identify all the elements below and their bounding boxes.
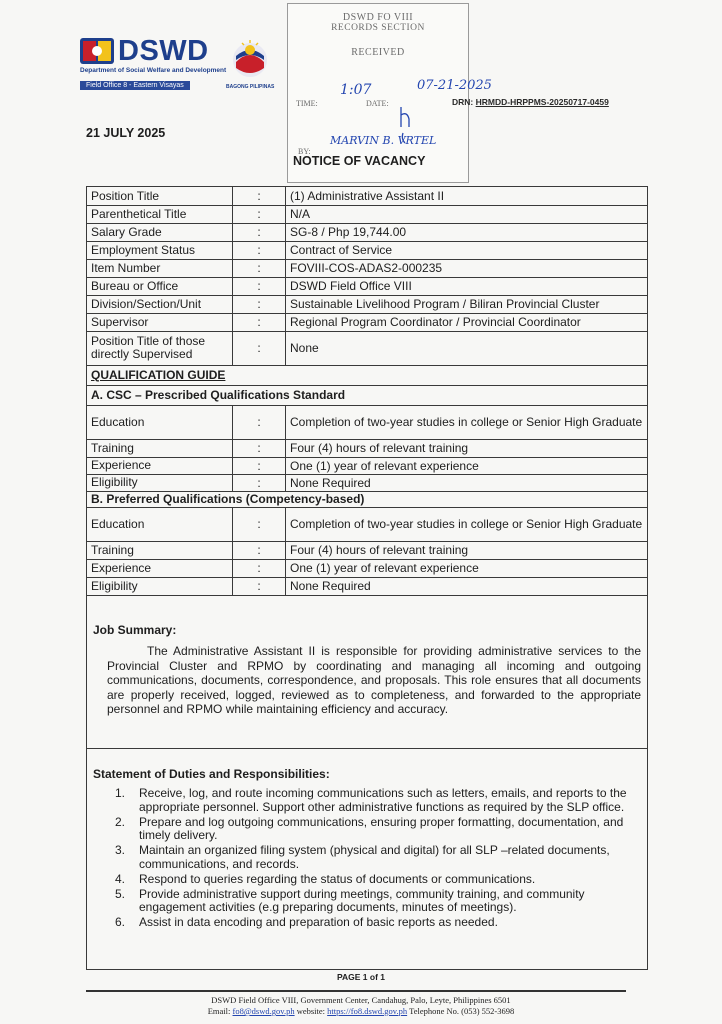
row-value: FOVIII-COS-ADAS2-000235 [290, 261, 443, 275]
row-colon: : [232, 405, 286, 439]
dswd-emblem-icon [80, 38, 114, 64]
row-value: One (1) year of relevant experience [290, 458, 479, 473]
row-label: Position Title [91, 188, 160, 203]
item-text: Respond to queries regarding the status of documents or communications. [139, 871, 536, 886]
list-item [115, 916, 645, 930]
table-row [87, 331, 647, 366]
table-row [87, 241, 647, 260]
list-item [115, 844, 645, 871]
row-colon: : [232, 331, 286, 365]
row-colon: : [232, 577, 286, 595]
website-label: website: [296, 1006, 326, 1016]
row-colon: : [232, 313, 286, 331]
row-value: Completion of two-year studies in college or Senior High Graduate [290, 517, 643, 531]
row-colon: : [232, 259, 286, 277]
item-text: Assist in data encoding and preparation of basic reports as needed. [139, 915, 498, 929]
row-label: Parenthetical Title [91, 206, 187, 221]
item-number: 1. [115, 786, 126, 800]
table-row [87, 223, 647, 242]
bagong-pilipinas-logo [226, 38, 274, 90]
qualification-guide-header [87, 365, 647, 386]
row-value: (1) Administrative Assistant II [290, 189, 445, 203]
department-name: Department of Social Welfare and Development [80, 67, 227, 74]
job-summary-title: Job Summary: [93, 623, 177, 637]
row-label: Education [91, 516, 145, 531]
row-label: Experience [91, 458, 152, 472]
row-colon: : [232, 559, 286, 577]
row-value: SG-8 / Php 19,744.00 [290, 225, 407, 239]
table-row [87, 405, 647, 440]
item-text: Provide administrative support during meetings, community training, and community engagement activities (e.g preparing documents, minutes of meetings). [139, 886, 585, 914]
vacancy-table [86, 186, 648, 970]
row-colon: : [232, 187, 286, 205]
handwritten-signature-name: MARVIN B. VRTEL [330, 134, 437, 147]
footer-address: DSWD Field Office VIII, Government Center, Candahug, Palo, Leyte, Philippines 6501 [211, 995, 511, 1005]
row-label: Position Title of those directly Supervised [91, 334, 206, 361]
website-link[interactable]: https://fo8.dswd.gov.ph [327, 1006, 408, 1016]
row-label: Item Number [91, 260, 161, 275]
bagong-pilipinas-caption: BAGONG PILIPINAS [226, 84, 275, 90]
table-row [87, 205, 647, 224]
row-colon: : [232, 241, 286, 259]
stamp-time-label: TIME: [296, 99, 318, 108]
qualification-guide-title: QUALIFICATION GUIDE [91, 368, 226, 382]
item-number: 4. [115, 871, 126, 886]
telephone: Telephone No. (053) 552-3698 [409, 1006, 515, 1016]
stamp-by-label: BY: [298, 147, 311, 156]
table-row [87, 457, 647, 475]
csc-section-header [87, 385, 647, 406]
row-colon: : [232, 277, 286, 295]
item-number: 5. [115, 886, 126, 901]
handwritten-date: 07-21-2025 [417, 78, 492, 93]
table-row [87, 295, 647, 314]
table-row [87, 507, 647, 542]
row-value: One (1) year of relevant experience [290, 561, 479, 575]
list-item [115, 888, 645, 915]
row-label: Experience [91, 560, 152, 575]
row-value: Four (4) hours of relevant training [290, 441, 469, 455]
row-label: Bureau or Office [91, 278, 179, 293]
row-label: Training [91, 542, 134, 557]
list-item [115, 787, 645, 814]
item-number: 6. [115, 915, 126, 929]
job-summary-text: The Administrative Assistant II is responsible for providing administrative services to the Provincial Cluster and RPMO by coordinating and managing all incoming and outgoing communications, documents, correspondence, and proposals. This role ensures that all documents are properly received, logged, reviewed as to completeness, and forwarded to the appropriate personnel and RPMO while maintaining efficiency and accuracy. [107, 644, 641, 717]
row-value: Sustainable Livelihood Program / Biliran Provincial Cluster [290, 297, 600, 311]
table-row [87, 439, 647, 458]
csc-section-title: A. CSC – Prescribed Qualifications Standard [91, 388, 346, 402]
row-label: Salary Grade [91, 224, 162, 239]
item-text: Maintain an organized filing system (physical and digital) for all SLP –related documents, communications, and records. [139, 843, 610, 871]
email-link[interactable]: fo8@dswd.gov.ph [232, 1006, 295, 1016]
row-colon: : [232, 507, 286, 541]
stamp-office: DSWD FO VIII [342, 12, 414, 23]
handwritten-time: 1:07 [340, 82, 372, 98]
preferred-section-header [87, 491, 647, 508]
stamp-date-label: DATE: [366, 99, 389, 108]
bagong-pilipinas-emblem-icon [228, 38, 272, 78]
field-office-badge: Field Office 8 - Eastern Visayas [80, 81, 190, 90]
row-value: None [290, 341, 319, 355]
page-number: PAGE 1 of 1 [336, 972, 386, 982]
table-row [87, 277, 647, 296]
row-label: Eligibility [91, 475, 138, 489]
document-reference-number [452, 97, 609, 107]
row-value: Four (4) hours of relevant training [290, 543, 469, 557]
table-row [87, 187, 647, 206]
row-value: Completion of two-year studies in college or Senior High Graduate [290, 415, 643, 429]
footer-divider [86, 990, 626, 992]
row-label: Training [91, 440, 134, 455]
row-colon: : [232, 457, 286, 474]
page-title: NOTICE OF VACANCY [293, 154, 426, 168]
item-number: 3. [115, 843, 126, 857]
section-divider [87, 748, 647, 749]
row-label: Employment Status [91, 242, 196, 257]
list-item [115, 873, 645, 887]
row-colon: : [232, 223, 286, 241]
row-label: Eligibility [91, 578, 138, 593]
preferred-section-title: B. Preferred Qualifications (Competency-based) [91, 492, 365, 506]
item-text: Prepare and log outgoing communications, ensuring proper formatting, documentation, and timely delivery. [139, 814, 624, 842]
table-row [87, 474, 647, 492]
table-row [87, 259, 647, 278]
duties-title: Statement of Duties and Responsibilities: [93, 767, 330, 781]
row-value: DSWD Field Office VIII [290, 279, 412, 293]
row-value: None Required [290, 475, 371, 490]
row-colon: : [232, 295, 286, 313]
list-item [115, 816, 645, 843]
item-text: Receive, log, and route incoming communications such as letters, emails, and reports to the appropriate personnel. Support other administrative functions as required by the SLP office. [139, 786, 627, 814]
row-value: None Required [290, 579, 371, 593]
row-colon: : [232, 541, 286, 559]
table-row [87, 313, 647, 332]
footer-contact [0, 1006, 722, 1016]
row-colon: : [232, 439, 286, 457]
stamp-received: RECEIVED [351, 47, 405, 58]
row-value: Contract of Service [290, 243, 393, 257]
table-row [87, 577, 647, 596]
document-date: 21 JULY 2025 [86, 126, 166, 140]
row-colon: : [232, 474, 286, 491]
row-value: N/A [290, 207, 311, 221]
row-label: Division/Section/Unit [91, 296, 202, 311]
stamp-section: RECORDS SECTION [331, 23, 425, 33]
row-label: Supervisor [91, 314, 149, 329]
row-colon: : [232, 205, 286, 223]
row-label: Education [91, 414, 145, 429]
table-row [87, 541, 647, 560]
item-number: 2. [115, 814, 126, 829]
drn-label: DRN: [452, 97, 474, 107]
email-label: Email: [207, 1006, 231, 1016]
row-value: Regional Program Coordinator / Provincial Coordinator [290, 315, 581, 329]
handwritten-initial-mark [395, 105, 415, 145]
job-summary [107, 644, 641, 717]
drn-value: HRMDD-HRPPMS-20250717-0459 [475, 97, 609, 107]
duties-list [115, 787, 645, 931]
dswd-logo [80, 35, 227, 92]
table-row [87, 559, 647, 578]
logo-wordmark: DSWD [118, 35, 209, 67]
